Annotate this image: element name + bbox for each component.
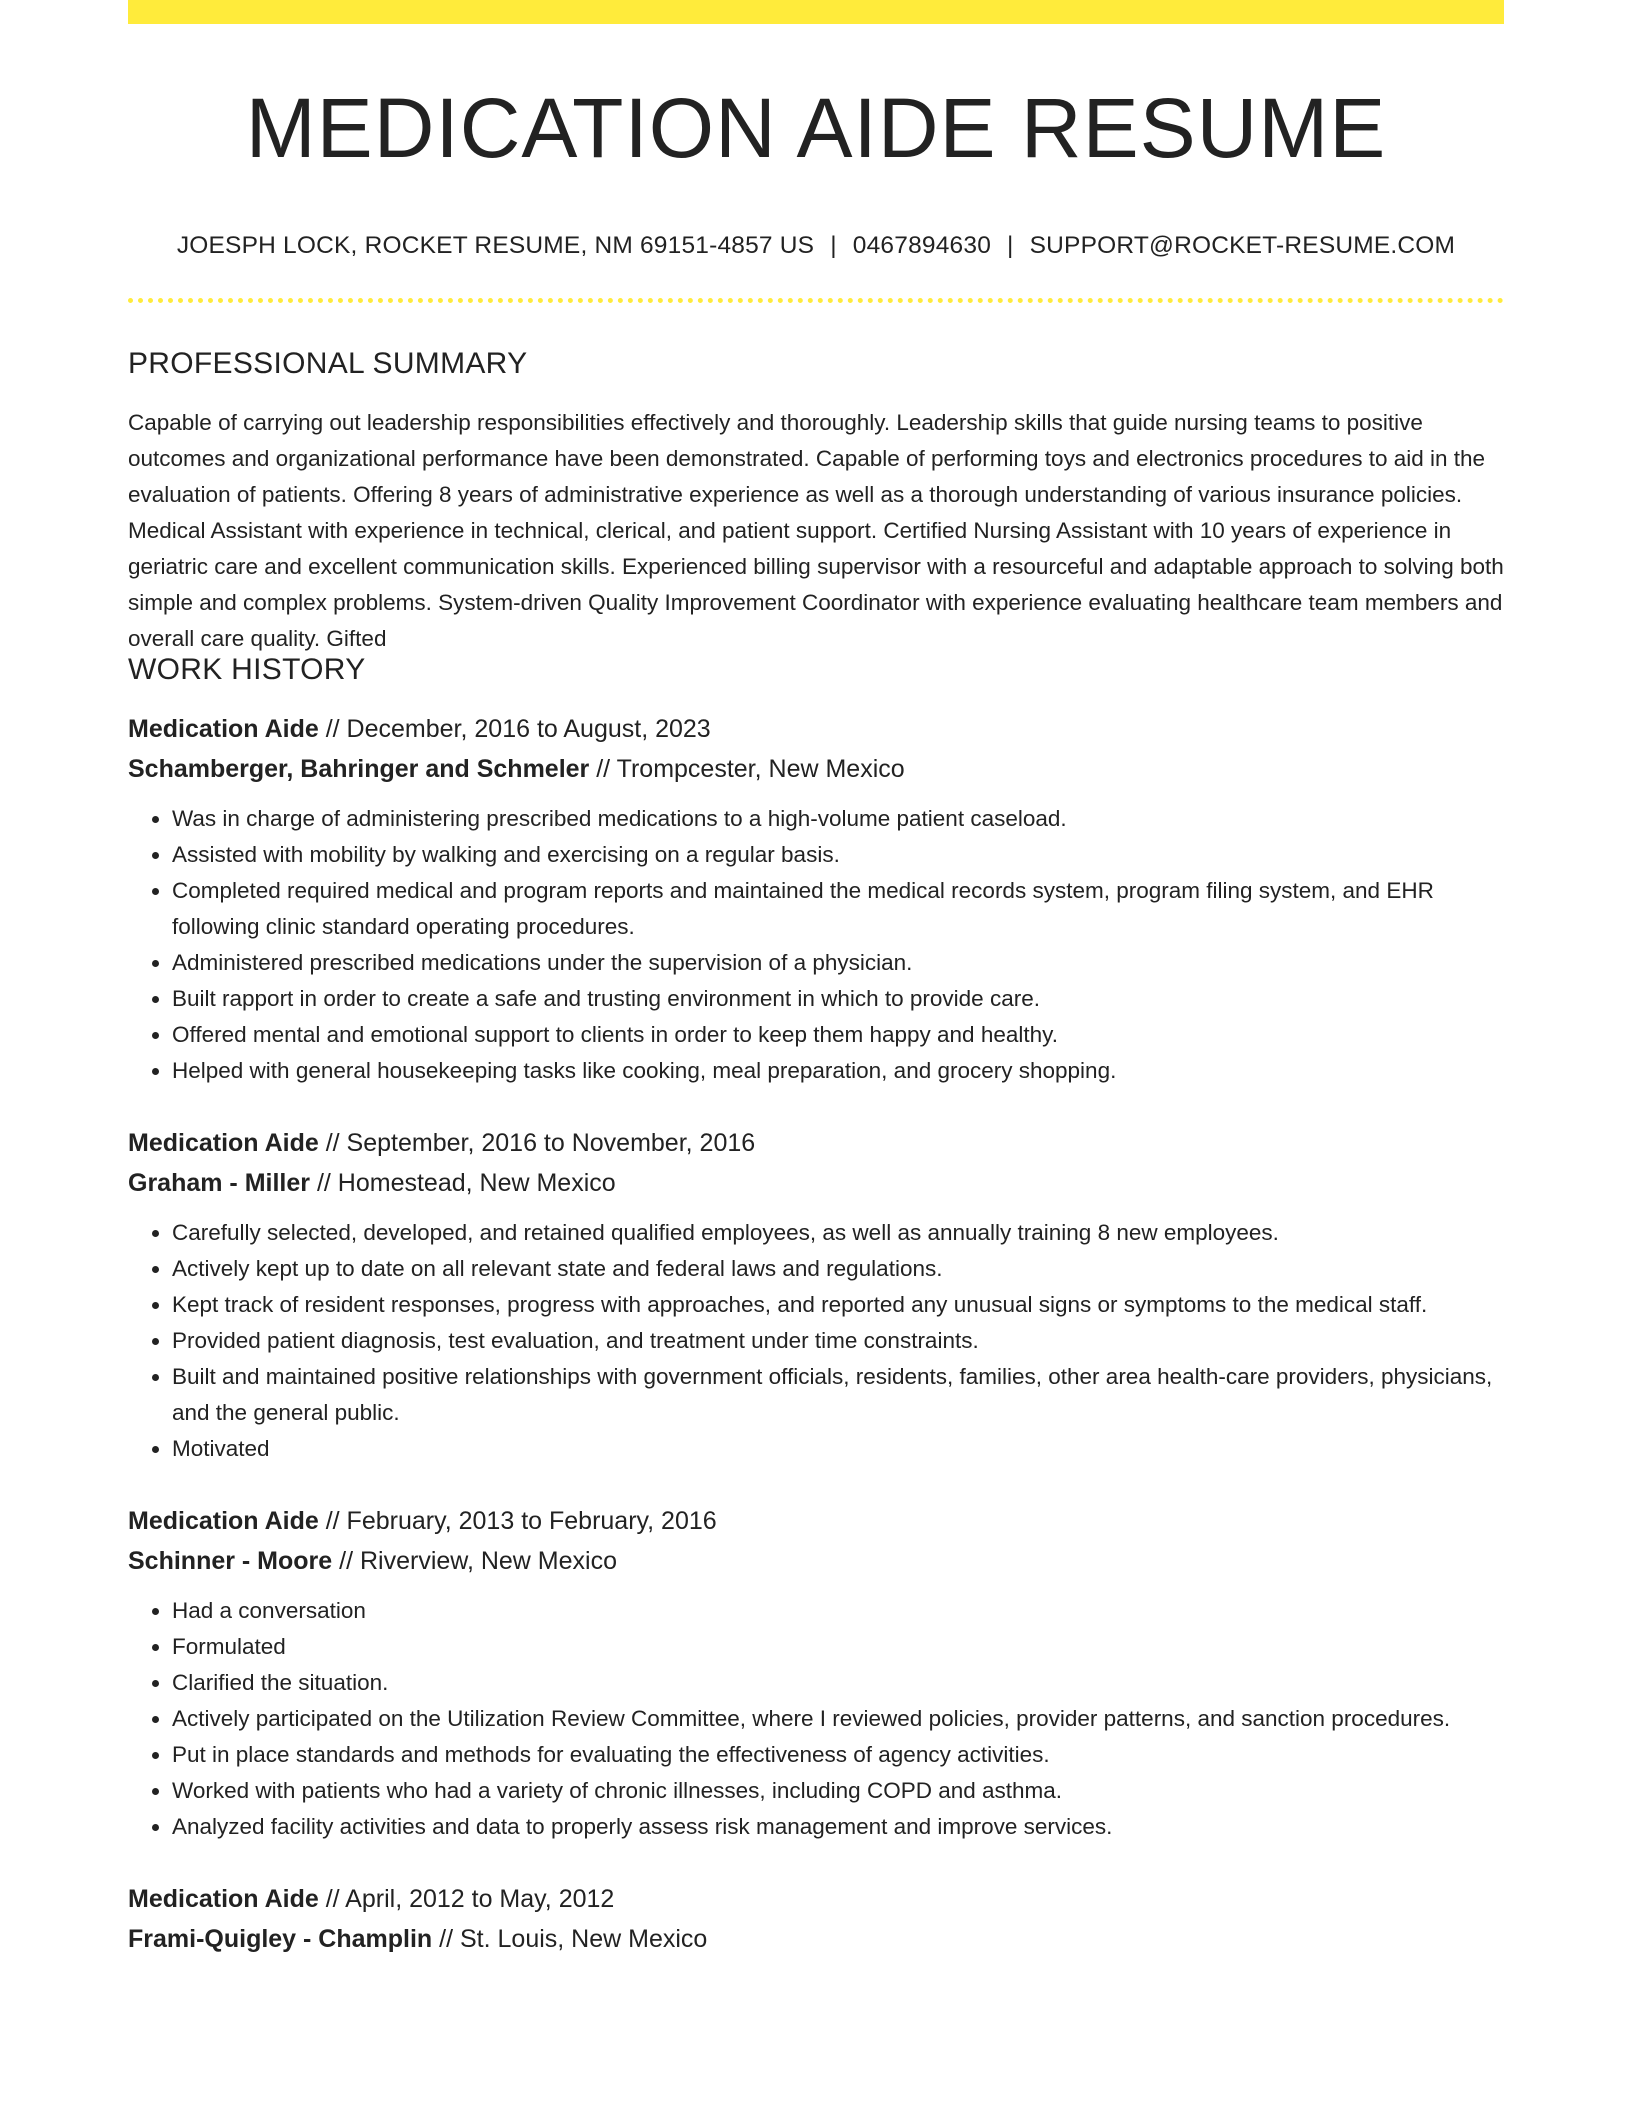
job-title: Medication Aide <box>128 1507 319 1536</box>
list-item: • Motivated <box>172 1431 1504 1467</box>
job-location: // Homestead, New Mexico <box>316 1169 616 1198</box>
list-item: • Kept track of resident responses, progress with approaches, and reported any unusual signs or symptoms to the medical staff. <box>172 1287 1504 1323</box>
list-item: • Put in place standards and methods for evaluating the effectiveness of agency activities. <box>172 1737 1504 1773</box>
list-item: • Analyzed facility activities and data to properly assess risk management and improve services. <box>172 1809 1504 1845</box>
list-item: • Helped with general housekeeping tasks like cooking, meal preparation, and grocery shopping. <box>172 1053 1504 1089</box>
job-entry <box>128 709 1504 1089</box>
job-duties-list <box>128 1215 1504 1467</box>
list-item: • Provided patient diagnosis, test evaluation, and treatment under time constraints. <box>172 1323 1504 1359</box>
summary-text: Capable of carrying out leadership responsibilities effectively and thoroughly. Leadership skills that guide nursing teams to positive outcomes and organizational performance have been demonstrated. Capable of performing toys and electronics procedures to aid in the evaluation of patients. Offering 8 years of administrative experience as well as a thorough understanding of various insurance policies. Medical Assistant with experience in technical, clerical, and patient support. Certified Nursing Assistant with 10 years of experience in geriatric care and excellent communication skills. Experienced billing supervisor with a resourceful and adaptable approach to solving both simple and complex problems. System-driven Quality Improvement Coordinator with experience evaluating healthcare team members and overall care quality. Gifted <box>128 410 1504 652</box>
job-entry <box>128 1501 1504 1845</box>
list-item: • Built rapport in order to create a safe and trusting environment in which to provide care. <box>172 981 1504 1017</box>
job-dates: // December, 2016 to August, 2023 <box>325 715 711 744</box>
job-duties-list <box>128 1593 1504 1845</box>
job-employer: Schamberger, Bahringer and Schmeler <box>128 755 590 784</box>
job-location: // St. Louis, New Mexico <box>439 1925 708 1954</box>
contact-email: SUPPORT@ROCKET-RESUME.COM <box>1029 232 1456 260</box>
job-employer-line <box>128 749 1504 789</box>
work-history-list <box>128 709 1504 1959</box>
job-dates: // April, 2012 to May, 2012 <box>325 1885 615 1914</box>
job-location: // Riverview, New Mexico <box>339 1547 617 1576</box>
dotted-divider <box>128 298 1504 303</box>
work-history-heading: WORK HISTORY <box>128 653 366 687</box>
list-item: • Had a conversation <box>172 1593 1504 1629</box>
contact-address: JOESPH LOCK, ROCKET RESUME, NM 69151-4857 US <box>176 232 815 260</box>
job-entry <box>128 1879 1504 1959</box>
list-item: • Clarified the situation. <box>172 1665 1504 1701</box>
list-item: • Formulated <box>172 1629 1504 1665</box>
job-title: Medication Aide <box>128 1885 319 1914</box>
job-duties-list <box>128 801 1504 1089</box>
contact-separator: | <box>830 232 837 260</box>
list-item: • Built and maintained positive relationships with government officials, residents, families, other area health-care providers, physicians, and the general public. <box>172 1359 1504 1431</box>
job-location: // Trompcester, New Mexico <box>596 755 905 784</box>
top-accent-bar <box>128 0 1504 24</box>
job-title: Medication Aide <box>128 1129 319 1158</box>
job-employer-line <box>128 1541 1504 1581</box>
list-item: • Actively kept up to date on all relevant state and federal laws and regulations. <box>172 1251 1504 1287</box>
list-item: • Assisted with mobility by walking and exercising on a regular basis. <box>172 837 1504 873</box>
list-item: • Actively participated on the Utilization Review Committee, where I reviewed policies, provider patterns, and sanction procedures. <box>172 1701 1504 1737</box>
job-employer: Graham - Miller <box>128 1169 310 1198</box>
list-item: • Completed required medical and program reports and maintained the medical records system, program filing system, and EHR following clinic standard operating procedures. <box>172 873 1504 945</box>
job-employer-line <box>128 1919 1504 1959</box>
list-item: • Carefully selected, developed, and retained qualified employees, as well as annually training 8 new employees. <box>172 1215 1504 1251</box>
list-item: • Offered mental and emotional support to clients in order to keep them happy and healthy. <box>172 1017 1504 1053</box>
job-title-line <box>128 1879 1504 1919</box>
contact-phone: 0467894630 <box>852 232 992 260</box>
job-title-line <box>128 709 1504 749</box>
job-title-line <box>128 1501 1504 1541</box>
contact-separator: | <box>1007 232 1014 260</box>
contact-line <box>128 232 1504 260</box>
job-dates: // September, 2016 to November, 2016 <box>325 1129 756 1158</box>
page-title: MEDICATION AIDE RESUME <box>245 81 1387 175</box>
job-title: Medication Aide <box>128 715 319 744</box>
list-item: • Was in charge of administering prescribed medications to a high-volume patient caseload. <box>172 801 1504 837</box>
list-item: • Worked with patients who had a variety of chronic illnesses, including COPD and asthma. <box>172 1773 1504 1809</box>
job-employer: Schinner - Moore <box>128 1547 333 1576</box>
list-item: • Administered prescribed medications under the supervision of a physician. <box>172 945 1504 981</box>
summary-heading: PROFESSIONAL SUMMARY <box>128 347 528 381</box>
job-title-line <box>128 1123 1504 1163</box>
job-entry <box>128 1123 1504 1467</box>
job-employer-line <box>128 1163 1504 1203</box>
job-employer: Frami-Quigley - Champlin <box>128 1925 433 1954</box>
resume-page <box>128 0 1504 1959</box>
job-dates: // February, 2013 to February, 2016 <box>325 1507 717 1536</box>
